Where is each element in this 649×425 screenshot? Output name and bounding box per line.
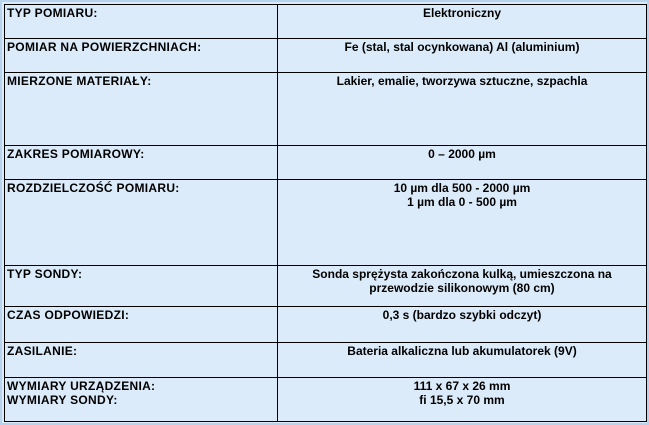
- row-value-text: Fe (stal, stal ocynkowana) Al (aluminium): [344, 40, 580, 55]
- row-value-text: 0,3 s (bardzo szybki odczyt): [382, 307, 542, 322]
- table-row-response-time: [5, 306, 647, 342]
- row-value: [278, 180, 647, 265]
- row-label: [5, 180, 278, 265]
- table-row-materials: [5, 73, 647, 146]
- row-value: [278, 39, 647, 73]
- spec-table: [4, 4, 647, 422]
- row-label-text: CZAS ODPOWIEDZI:: [7, 307, 130, 322]
- row-value-text: przewodzie silikonowym (80 cm): [369, 280, 555, 295]
- row-value: [278, 306, 647, 342]
- row-label-text: WYMIARY URZĄDZENIA:: [7, 378, 156, 393]
- row-value-text: 111 x 67 x 26 mm: [413, 378, 511, 393]
- row-label: [5, 377, 278, 421]
- row-value-text: fi 15,5 x 70 mm: [419, 392, 505, 407]
- row-value-text: Sonda sprężysta zakończona kulką, umieszczona na: [312, 266, 612, 281]
- row-value-text: Elektroniczny: [422, 6, 502, 20]
- table-row-range: [5, 146, 647, 180]
- row-value-text: Lakier, emalie, tworzywa sztuczne, szpachla: [336, 74, 588, 89]
- row-label-text: POMIAR NA POWIERZCHNIACH:: [7, 40, 202, 55]
- row-label-text: MIERZONE MATERIAŁY:: [7, 74, 152, 89]
- row-value: [278, 265, 647, 306]
- table-row-probe-type: [5, 265, 647, 306]
- table-row-resolution: [5, 180, 647, 265]
- row-label: [5, 73, 278, 146]
- row-value: [278, 73, 647, 146]
- row-value: [278, 377, 647, 421]
- row-value: [278, 342, 647, 377]
- row-value-text: 0 – 2000 µm: [428, 147, 496, 162]
- row-value-text: Bateria alkaliczna lub akumulatorek (9V): [347, 343, 577, 358]
- row-value: [278, 146, 647, 180]
- row-value: [278, 5, 647, 39]
- row-label-text: TYP POMIARU:: [7, 6, 98, 20]
- row-label-text: ZAKRES POMIAROWY:: [7, 147, 145, 162]
- row-label-text: ZASILANIE:: [7, 343, 78, 358]
- row-label: [5, 5, 278, 39]
- row-label: [5, 146, 278, 180]
- row-label: [5, 39, 278, 73]
- table-row-surfaces: [5, 39, 647, 73]
- row-label-text: ROZDZIELCZOŚĆ POMIARU:: [7, 181, 180, 196]
- row-value-text: 1 µm dla 0 - 500 µm: [407, 195, 517, 210]
- row-label: [5, 265, 278, 306]
- row-value-text: 10 µm dla 500 - 2000 µm: [393, 181, 531, 196]
- table-row-power: [5, 342, 647, 377]
- row-label: [5, 306, 278, 342]
- row-label-text: TYP SONDY:: [7, 266, 83, 281]
- table-row-dimensions: [5, 377, 647, 421]
- row-label: [5, 342, 278, 377]
- row-label-text: WYMIARY SONDY:: [7, 392, 118, 407]
- table-row-measurement-type: [5, 5, 647, 39]
